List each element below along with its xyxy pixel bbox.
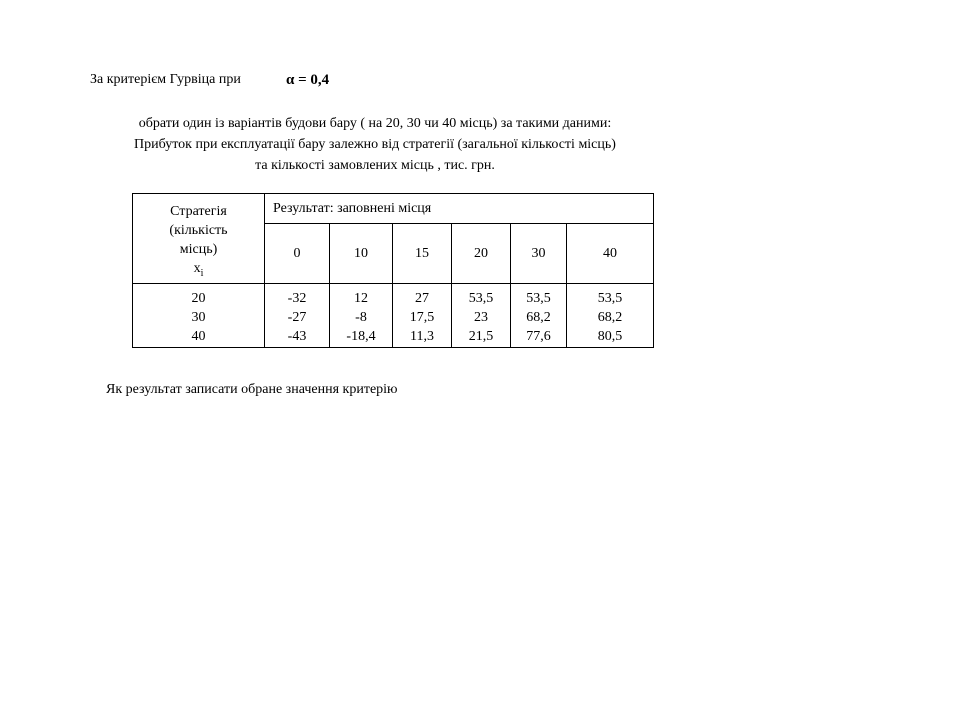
- result-column-cell: [393, 283, 452, 347]
- payoff-value: 68,2: [597, 309, 623, 325]
- footer-instruction: Як результат записати обране значення критерію: [106, 382, 398, 397]
- payoff-value: 27: [415, 290, 429, 306]
- payoff-value: 68,2: [526, 309, 551, 325]
- payoff-value: 17,5: [409, 309, 435, 325]
- result-header: Результат: заповнені місця: [265, 194, 654, 224]
- strategy-header-cell: [133, 194, 265, 284]
- payoff-value: 12: [354, 290, 368, 306]
- strategy-header-line-1: Стратегія: [170, 204, 227, 219]
- payoff-value: 53,5: [468, 290, 494, 306]
- payoff-value: -18,4: [346, 328, 376, 344]
- payoff-value: -32: [287, 290, 307, 306]
- payoff-value: 21,5: [468, 328, 494, 344]
- payoff-value: 53,5: [526, 290, 551, 306]
- result-column-cell: [511, 283, 567, 347]
- alpha-value: = 0,4: [294, 72, 330, 88]
- task-line-2: Прибуток при експлуатації бару залежно від стратегії (загальної кількості місць): [134, 137, 616, 152]
- intro-text: За критерієм Гурвіца при: [90, 72, 241, 87]
- column-header: 20: [452, 224, 511, 284]
- task-description: [90, 113, 660, 176]
- task-line-3: та кількості замовлених місць , тис. грн.: [255, 158, 495, 173]
- result-column-cell: [330, 283, 393, 347]
- strategy-value: 20: [191, 290, 206, 306]
- payoff-value: -43: [287, 328, 307, 344]
- column-header: 40: [567, 224, 654, 284]
- payoff-value: 53,5: [597, 290, 623, 306]
- strategy-value: 30: [191, 309, 206, 325]
- payoff-value: 11,3: [410, 328, 434, 344]
- strategy-var: x: [193, 261, 201, 276]
- strategy-header-line-2: (кількість: [169, 223, 228, 238]
- alpha-symbol: α: [286, 72, 295, 88]
- result-column-cell: [452, 283, 511, 347]
- payoff-table: [132, 193, 654, 348]
- payoff-value: -27: [287, 309, 307, 325]
- strategy-header-line-3: місць): [179, 242, 218, 257]
- payoff-value: 23: [474, 309, 488, 325]
- result-column-cell: [567, 283, 654, 347]
- payoff-value: 77,6: [526, 328, 551, 344]
- strategy-var-sub: i: [200, 267, 204, 279]
- column-header: 10: [330, 224, 393, 284]
- payoff-value: 80,5: [597, 328, 623, 344]
- column-header: 30: [511, 224, 567, 284]
- result-column-cell: [265, 283, 330, 347]
- strategy-variable: [133, 259, 264, 283]
- column-header: 0: [265, 224, 330, 284]
- column-header: 15: [393, 224, 452, 284]
- task-line-1: обрати один із варіантів будови бару ( на 20, 30 чи 40 місць) за такими даними:: [138, 116, 612, 131]
- payoff-value: -8: [355, 309, 367, 325]
- strategy-values-cell: [133, 283, 265, 347]
- alpha-formula: [286, 72, 329, 89]
- strategy-value: 40: [191, 328, 206, 344]
